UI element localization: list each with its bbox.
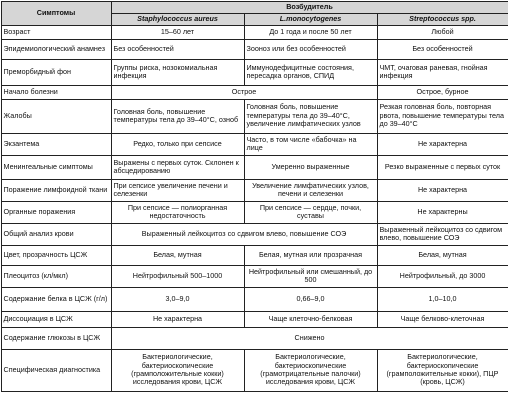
species-header: Streptococcus spp. bbox=[377, 13, 508, 25]
table-row bbox=[1, 287, 508, 311]
table-row bbox=[1, 245, 508, 265]
row-label: Цвет, прозрачность ЦСЖ bbox=[1, 245, 111, 265]
table-cell-merged: Острое bbox=[111, 85, 377, 99]
table-cell: Нейтрофильный 500–1000 bbox=[111, 265, 244, 287]
table-cell: 1,0–10,0 bbox=[377, 287, 508, 311]
row-label: Специфическая диагностика bbox=[1, 349, 111, 391]
table-cell: Зоонoз или без особенностей bbox=[244, 39, 377, 59]
table-cell: Группы риска, нозокомиальная инфекция bbox=[111, 59, 244, 85]
table-cell: При сепсисе — сердце, почки, суставы bbox=[244, 201, 377, 223]
table-row bbox=[1, 311, 508, 327]
table-cell: Не характерна bbox=[377, 179, 508, 201]
table-cell: Не характерны bbox=[377, 201, 508, 223]
table-row bbox=[1, 327, 508, 349]
row-label: Плеоцитоз (кл/мкл) bbox=[1, 265, 111, 287]
table-row bbox=[1, 99, 508, 133]
table-row bbox=[1, 223, 508, 245]
species-header: Staphylococcus aureus bbox=[111, 13, 244, 25]
table-cell: Белая, мутная или прозрачная bbox=[244, 245, 377, 265]
row-label: Общий анализ крови bbox=[1, 223, 111, 245]
table-cell: Нейтрофильный или смешанный, до 500 bbox=[244, 265, 377, 287]
table-cell: Выражены с первых суток. Склонен к абсцедированию bbox=[111, 155, 244, 179]
table-cell: До 1 года и после 50 лет bbox=[244, 25, 377, 39]
table-row bbox=[1, 85, 508, 99]
row-label: Менингеальные симптомы bbox=[1, 155, 111, 179]
table-row bbox=[1, 265, 508, 287]
table-cell: Нейтрофильный, до 3000 bbox=[377, 265, 508, 287]
row-label: Возраст bbox=[1, 25, 111, 39]
table-cell: При сепсисе увеличение печени и селезенки bbox=[111, 179, 244, 201]
table-cell: Чаще клеточно-белковая bbox=[244, 311, 377, 327]
table-cell: Иммунодефицитные состояния, пересадка органов, СПИД bbox=[244, 59, 377, 85]
table-cell-merged: Снижено bbox=[111, 327, 508, 349]
table-cell: Головная боль, повышение температуры тела до 39–40°С, озноб bbox=[111, 99, 244, 133]
table-row bbox=[1, 155, 508, 179]
table-cell: ЧМТ, очаговая раневая, гнойная инфекция bbox=[377, 59, 508, 85]
row-label: Эпидемиологический анамнез bbox=[1, 39, 111, 59]
row-label: Жалобы bbox=[1, 99, 111, 133]
table-cell: Любой bbox=[377, 25, 508, 39]
table-row bbox=[1, 133, 508, 155]
row-label: Поражение лимфоидной ткани bbox=[1, 179, 111, 201]
row-label: Содержание глюкозы в ЦСЖ bbox=[1, 327, 111, 349]
table-cell: Чаще белково-клеточная bbox=[377, 311, 508, 327]
table-cell: 0,66–9,0 bbox=[244, 287, 377, 311]
table-cell: Бактериологические, бактериоскопические (грамположительные кокки), ПЦР (кровь, ЦСЖ) bbox=[377, 349, 508, 391]
table-cell: Часто, в том числе «бабочка» на лице bbox=[244, 133, 377, 155]
table-cell: Резко выраженные с первых суток bbox=[377, 155, 508, 179]
table-cell: Бактериологические, бактериоскопические (грамотрицательные палочки) исследования крови, ЦСЖ bbox=[244, 349, 377, 391]
symptoms-header: Симптомы bbox=[1, 1, 111, 25]
table-row bbox=[1, 39, 508, 59]
table-cell-merged: Выраженный лейкоцитоз со сдвигом влево, повышение СОЭ bbox=[111, 223, 377, 245]
table-cell: Головная боль, повышение температуры тела до 39–40°С, увеличение лимфатических узлов bbox=[244, 99, 377, 133]
table-row bbox=[1, 201, 508, 223]
table-cell: При сепсисе — полиорганная недостаточность bbox=[111, 201, 244, 223]
table-row bbox=[1, 59, 508, 85]
table-cell: 15–60 лет bbox=[111, 25, 244, 39]
table-cell: Без особенностей bbox=[111, 39, 244, 59]
row-label: Начало болезни bbox=[1, 85, 111, 99]
header-row bbox=[1, 1, 508, 13]
table-cell: Увеличение лимфатических узлов, печени и селезенки bbox=[244, 179, 377, 201]
row-label: Экзантема bbox=[1, 133, 111, 155]
species-header: L.monocytogenes bbox=[244, 13, 377, 25]
table-cell: Белая, мутная bbox=[377, 245, 508, 265]
table-cell: Не характерна bbox=[377, 133, 508, 155]
symptoms-table bbox=[1, 1, 508, 392]
pathogen-header: Возбудитель bbox=[111, 1, 508, 13]
table-cell: Умеренно выраженные bbox=[244, 155, 377, 179]
table-row bbox=[1, 349, 508, 391]
row-label: Диссоциация в ЦСЖ bbox=[1, 311, 111, 327]
table-row bbox=[1, 25, 508, 39]
table-cell: 3,0–9,0 bbox=[111, 287, 244, 311]
table-cell: Белая, мутная bbox=[111, 245, 244, 265]
table-cell: Не характерна bbox=[111, 311, 244, 327]
table-row bbox=[1, 179, 508, 201]
table-cell: Острое, бурное bbox=[377, 85, 508, 99]
row-label: Органные поражения bbox=[1, 201, 111, 223]
table-cell: Редко, только при сепсисе bbox=[111, 133, 244, 155]
row-label: Содержание белка в ЦСЖ (г/л) bbox=[1, 287, 111, 311]
table-cell: Резкая головная боль, повторная рвота, повышение температуры тела до 39–40°С bbox=[377, 99, 508, 133]
row-label: Преморбидный фон bbox=[1, 59, 111, 85]
table-cell: Без особенностей bbox=[377, 39, 508, 59]
table-cell: Бактериологические, бактериоскопические (грамположительные кокки) исследования крови, ЦСЖ bbox=[111, 349, 244, 391]
table-cell: Выраженный лейкоцитоз со сдвигом влево, повышение СОЭ bbox=[377, 223, 508, 245]
